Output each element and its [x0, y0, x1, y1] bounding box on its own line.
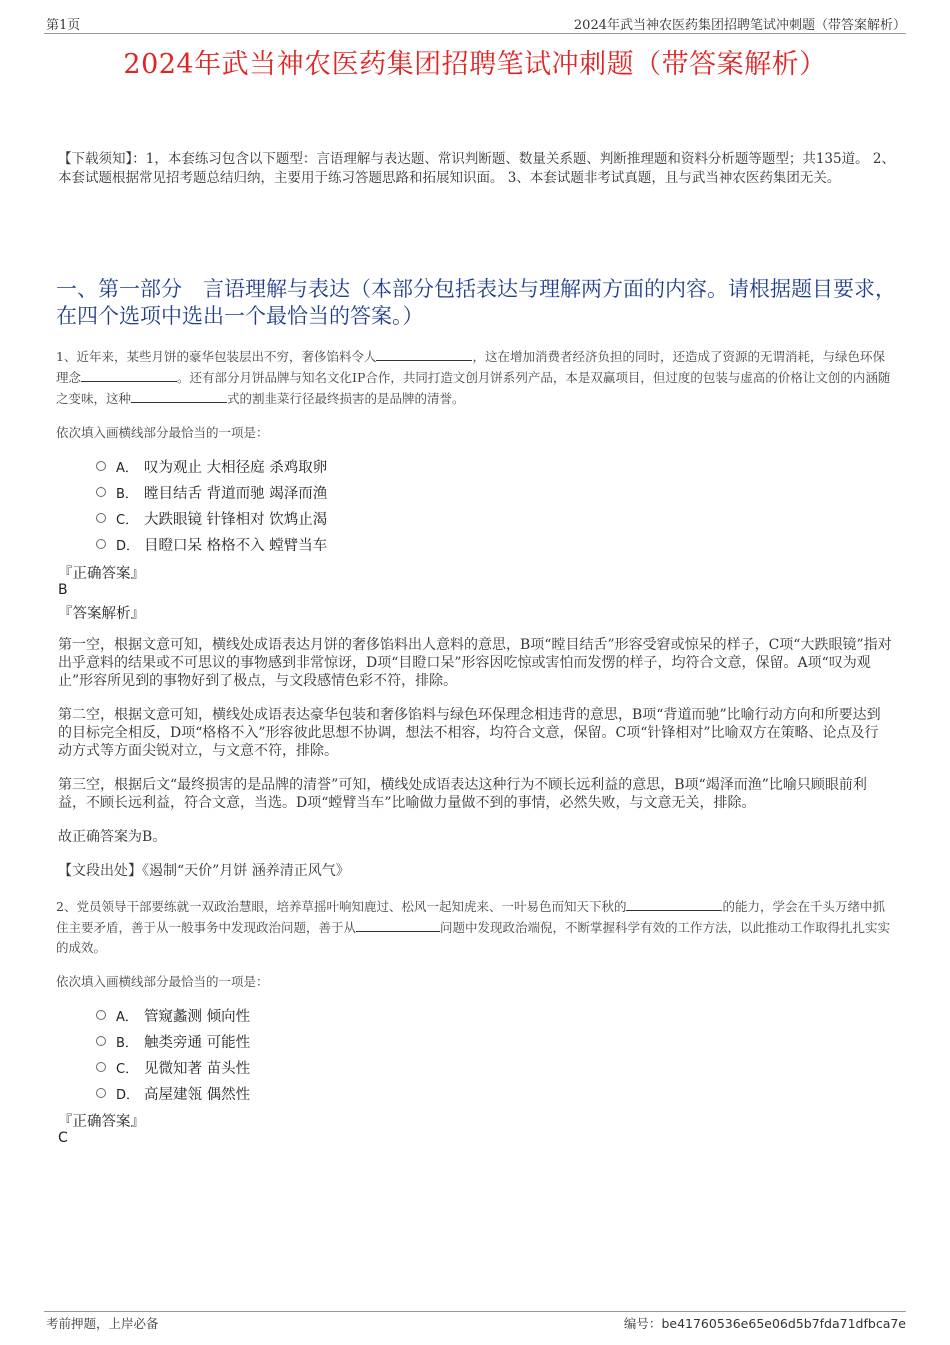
radio-icon[interactable]: [96, 461, 106, 471]
radio-icon[interactable]: [96, 1088, 106, 1098]
answer-blank: [356, 917, 440, 932]
option-letter: A．: [116, 460, 138, 476]
q1-option-c[interactable]: [96, 508, 327, 528]
header-divider: [44, 33, 906, 34]
correct-answer-label: 『正确答案』: [58, 1114, 145, 1130]
q1-option-b[interactable]: [96, 482, 327, 502]
option-letter: A．: [116, 1009, 138, 1025]
question-1-instruction: 依次填入画横线部分最恰当的一项是：: [56, 425, 269, 440]
option-letter: D．: [116, 1087, 140, 1103]
q2-option-b[interactable]: [96, 1031, 250, 1051]
option-text: 瞠目结舌 背道而驰 竭泽而渔: [144, 485, 328, 502]
question-1-text-2: ，这在增加消费者经济负担的同时，还造成了资源的无谓消耗，与绿色环保理念: [56, 349, 885, 385]
download-notice: 【下载须知】：1，本套练习包含以下题型：言语理解与表达题、常识判断题、数量关系题、判断推理题和资料分析题等题型；共135道。 2、本套试题根据常见招考题总结归纳，主要用于练习答题思路和拓展知识面。 3、本套试题非考试真题，且与武当神农医药集团无关。: [58, 151, 895, 186]
question-2-text-2: 的能力，学会在千头万绪中抓住主要矛盾，善于从一般事务中发现政治问题，善于从: [56, 899, 885, 935]
option-text: 触类旁通 可能性: [144, 1034, 251, 1051]
radio-icon[interactable]: [96, 1010, 106, 1020]
q2-option-a[interactable]: [96, 1005, 250, 1025]
correct-answer-label: 『正确答案』: [58, 566, 145, 582]
option-text: 大跌眼镜 针锋相对 饮鸩止渴: [144, 511, 328, 528]
q1-option-a[interactable]: [96, 456, 327, 476]
question-2-instruction: 依次填入画横线部分最恰当的一项是：: [56, 974, 269, 989]
option-text: 叹为观止 大相径庭 杀鸡取卵: [144, 459, 328, 476]
document-code: [624, 1314, 906, 1332]
option-text: 高屋建瓴 偶然性: [144, 1086, 251, 1103]
running-header-title: 2024年武当神农医药集团招聘笔试冲刺题（带答案解析）: [573, 18, 906, 33]
radio-icon[interactable]: [96, 487, 106, 497]
question-2-text-1: 2、党员领导干部要练就一双政治慧眼，培养草摇叶响知鹿过、松风一起知虎来、一叶易色而知天下秋的: [56, 899, 627, 914]
footer-divider: [44, 1311, 906, 1312]
question-2-stem: [56, 896, 896, 958]
answer-blank: [81, 367, 177, 382]
answer-blank: [626, 896, 722, 911]
q2-option-c[interactable]: [96, 1057, 250, 1077]
q1-option-d[interactable]: [96, 534, 327, 554]
option-text: 管窥蠡测 倾向性: [144, 1008, 251, 1025]
page-number: 第1页: [46, 18, 81, 33]
answer-blank: [131, 388, 227, 403]
analysis-paragraph-2: 第二空，根据文意可知，横线处成语表达豪华包装和奢侈馅料与绿色环保理念相违背的意思，B项“背道而驰”比喻行动方向和所要达到的目标完全相反，D项“格格不入”形容彼此思想不协调，想法不相容，均符合文意，保留。C项“针锋相对”比喻双方在策略、论点及行动方式等方面尖锐对立，与文意不符，排除。: [58, 707, 881, 759]
question-1-text-3: 。还有部分月饼品牌与知名文化IP合作，共同打造文创月饼系列产品，本是双赢项目，但过度的包装与虚高的价格让文创的内涵随之变味，这种: [56, 370, 891, 406]
radio-icon[interactable]: [96, 539, 106, 549]
passage-source: 【文段出处】《遏制“天价”月饼 涵养清正风气》: [58, 863, 350, 879]
section-heading: 一、第一部分 言语理解与表达（本部分包括表达与理解两方面的内容。请根据题目要求，在四个选项中选出一个最恰当的答案。）: [56, 277, 896, 328]
document-title: 2024年武当神农医药集团招聘笔试冲刺题（带答案解析）: [123, 49, 827, 80]
analysis-paragraph-1: 第一空，根据文意可知，横线处成语表达月饼的奢侈馅料出人意料的意思，B项“瞠目结舌”形容受窘或惊呆的样子，C项“大跌眼镜”指对出乎意料的结果或不可思议的事物感到非常惊讶，D项“目瞪口呆”形容因吃惊或害怕而发愣的样子，均符合文意，保留。A项“叹为观止”形容所见到的事物好到了极点，与文段感情色彩不符，排除。: [58, 637, 892, 689]
correct-answer-value: B: [58, 582, 68, 598]
option-letter: C．: [116, 1061, 139, 1077]
option-letter: D．: [116, 538, 140, 554]
question-1-stem: [56, 346, 896, 409]
option-text: 见微知著 苗头性: [144, 1060, 251, 1077]
analysis-paragraph-3: 第三空，根据后文“最终损害的是品牌的清誉”可知，横线处成语表达这种行为不顾长远利益的意思，B项“竭泽而渔”比喻只顾眼前利益，不顾长远利益，符合文意，当选。D项“螳臂当车”比喻做力量做不到的事情，必然失败，与文意无关，排除。: [58, 777, 867, 811]
document-code-label: 编号：: [623, 1316, 662, 1331]
analysis-conclusion: 故正确答案为B。: [58, 829, 167, 845]
analysis-label: 『答案解析』: [58, 606, 145, 622]
question-1-text-1: 1、近年来，某些月饼的豪华包装层出不穷，奢侈馅料令人: [56, 349, 377, 364]
radio-icon[interactable]: [96, 1036, 106, 1046]
footer-slogan: 考前押题，上岸必备: [46, 1316, 159, 1331]
question-1-text-4: 式的割韭菜行径最终损害的是品牌的清誉。: [227, 391, 465, 406]
option-letter: B．: [116, 486, 138, 502]
document-code-value: be41760536e65e06d5b7fda71dfbca7e: [661, 1316, 906, 1331]
question-2-text-3: 问题中发现政治端倪，不断掌握科学有效的工作方法，以此推动工作取得扎扎实实的成效。: [56, 920, 891, 955]
option-letter: B．: [116, 1035, 138, 1051]
correct-answer-value: C: [58, 1130, 68, 1146]
answer-blank: [376, 346, 472, 361]
option-text: 目瞪口呆 格格不入 螳臂当车: [144, 537, 328, 554]
radio-icon[interactable]: [96, 513, 106, 523]
q2-option-d[interactable]: [96, 1083, 250, 1103]
option-letter: C．: [116, 512, 139, 528]
radio-icon[interactable]: [96, 1062, 106, 1072]
